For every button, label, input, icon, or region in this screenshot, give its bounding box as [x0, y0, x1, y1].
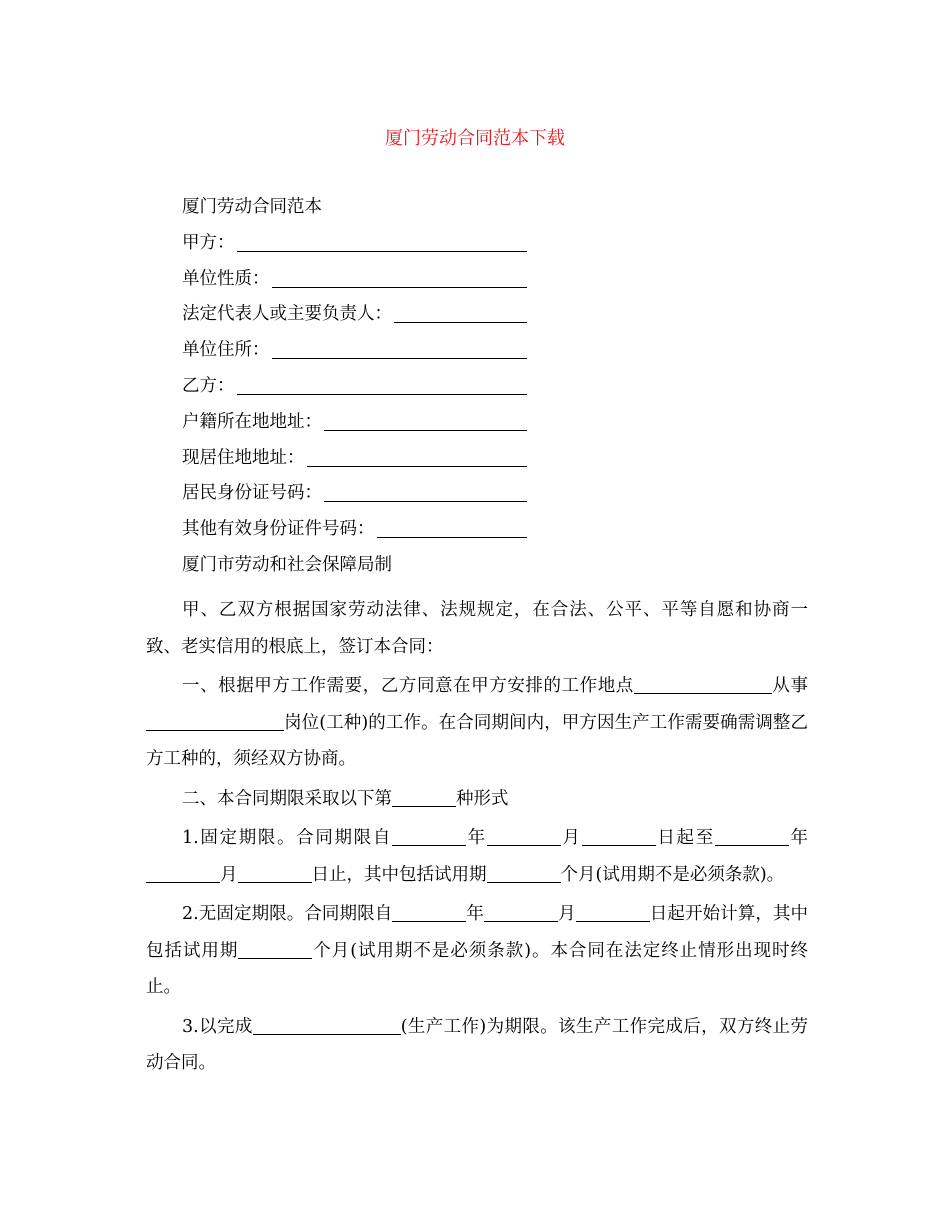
fill-blank: [307, 446, 528, 467]
field-label: 甲方：: [182, 232, 235, 253]
document-title: 厦门劳动合同范本下载: [385, 128, 565, 149]
form-heading: 厦门劳动合同范本: [182, 197, 322, 217]
form-footer-row: [182, 553, 527, 589]
fill-blank: [484, 901, 558, 922]
paragraph-preamble: 甲、乙双方根据国家劳动法律、法规规定，在合法、公平、平等自愿和协商一致、老实信用的根底上，签订本合同：: [146, 600, 808, 657]
fill-blank: [487, 862, 561, 883]
fill-blank: [238, 938, 312, 959]
field-unit-address: [182, 338, 527, 374]
field-legal-representative: [182, 302, 527, 338]
field-party-a: [182, 231, 527, 267]
field-current-address: [182, 446, 527, 482]
fill-blank: [324, 481, 527, 502]
field-label: 户籍所在地地址：: [182, 411, 322, 432]
fill-blank: [394, 302, 527, 323]
field-party-b: [182, 374, 527, 410]
fill-blank: [146, 862, 220, 883]
paragraph-open-term: 2.无固定期限。合同期限自 年 月 日起开始计算，其中包括试用期 个月(试用期不是必须条款)。本合同在法定终止情形出现时终止。: [146, 896, 808, 1006]
paragraph-clause-2: 二、本合同期限采取以下第 种形式: [146, 781, 808, 818]
field-label: 居民身份证号码：: [182, 483, 322, 504]
form-heading-row: [182, 195, 527, 231]
fill-blank: [237, 374, 528, 395]
fill-blank: [487, 825, 561, 846]
field-label: 单位性质：: [182, 268, 270, 289]
fill-blank: [392, 901, 466, 922]
form-footer: 厦门市劳动和社会保障局制: [182, 554, 392, 575]
fill-blank: [634, 673, 772, 694]
paragraph-clause-1: 一、根据甲方工作需要，乙方同意在甲方安排的工作地点 从事岗位(工种)的工作。在合同期间内，甲方因生产工作需要确需调整乙方工种的，须经双方协商。: [146, 668, 808, 778]
fill-blank: [576, 901, 650, 922]
fill-blank: [238, 862, 312, 883]
fill-blank: [392, 825, 466, 846]
field-label: 单位住所：: [182, 340, 270, 361]
field-other-id: [182, 517, 527, 553]
fill-blank: [272, 267, 528, 288]
contract-body: [146, 592, 808, 1082]
fill-blank: [237, 231, 528, 252]
fill-blank: [392, 786, 456, 807]
fill-blank: [272, 338, 528, 359]
fill-blank: [253, 1014, 401, 1035]
field-id-number: [182, 481, 527, 517]
paragraph-fixed-term: 1.固定期限。合同期限自 年 月 日起至 年月 日止，其中包括试用期 个月(试用期不是必须条款)。: [146, 820, 808, 893]
field-household-address: [182, 410, 527, 446]
field-label: 其他有效身份证件号码：: [182, 519, 375, 540]
field-unit-nature: [182, 267, 527, 303]
field-label: 现居住地地址：: [182, 447, 305, 468]
contract-header-form: [182, 195, 527, 589]
fill-blank: [377, 517, 528, 538]
paragraph-task-term: 3.以完成 (生产工作)为期限。该生产工作完成后，双方终止劳动合同。: [146, 1009, 808, 1082]
fill-blank: [715, 825, 789, 846]
field-label: 法定代表人或主要负责人：: [182, 304, 392, 325]
field-label: 乙方：: [182, 375, 235, 396]
fill-blank: [324, 410, 527, 431]
fill-blank: [582, 825, 656, 846]
fill-blank: [146, 710, 284, 731]
